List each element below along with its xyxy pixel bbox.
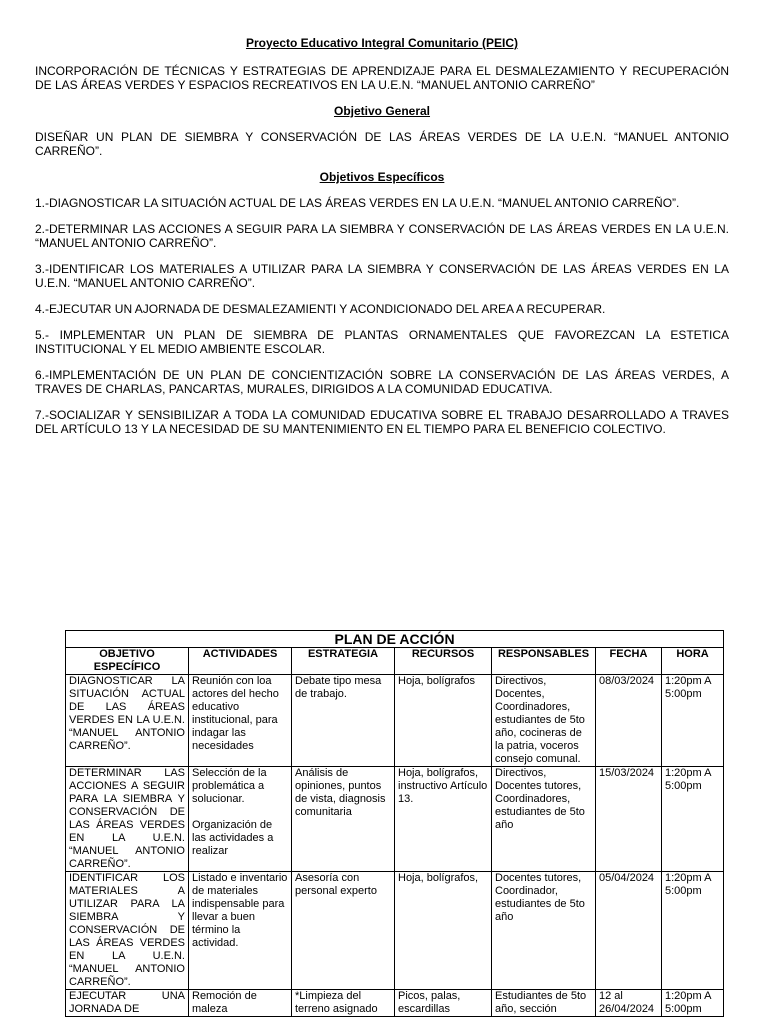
resources-cell: Hoja, bolígrafos [395,675,492,767]
intro-paragraph: INCORPORACIÓN DE TÉCNICAS Y ESTRATEGIAS DE APRENDIZAJE PARA EL DESMALEZAMIENTO Y RECUPERACIÓN DE LAS ÁREAS VERDES Y ESPACIOS RECREATIVOS EN LA U.E.N. “MANUEL ANTONIO CARREÑO” [35,64,729,92]
objective-item: 7.-SOCIALIZAR Y SENSIBILIZAR A TODA LA COMUNIDAD EDUCATIVA SOBRE EL TRABAJO DESARROLLADO A TRAVES DEL ARTÍCULO 13 Y LA NECESIDAD DE SU MANTENIMIENTO EN EL TIEMPO PARA EL BENEFICIO COLECTIVO. [35,408,729,436]
column-header: RECURSOS [395,648,492,675]
responsible-cell: Directivos, Docentes tutores, Coordinadores, estudiantes de 5to año [492,767,596,872]
time-cell: 1:20pm A 5:00pm [662,675,724,767]
objective-item: 2.-DETERMINAR LAS ACCIONES A SEGUIR PARA LA SIEMBRA Y CONSERVACIÓN DE LAS ÁREAS VERDES EN LA U.E.N. “MANUEL ANTONIO CARREÑO”. [35,222,729,250]
general-objective-heading: Objetivo General [333,104,431,118]
objective-cell: DIAGNOSTICAR LA SITUACIÓN ACTUAL DE LAS ÁREAS VERDES EN LA U.E.N. “MANUEL ANTONIO CARREÑO”. [66,675,189,767]
activity-text: Organización de las actividades a realizar [192,819,274,857]
date-cell: 08/03/2024 [596,675,662,767]
date-cell: 15/03/2024 [596,767,662,872]
strategy-cell: *Limpieza del terreno asignado [292,990,395,1017]
column-header: ACTIVIDADES [189,648,292,675]
objective-cell: EJECUTAR UNA JORNADA DE [66,990,189,1017]
objective-item: 6.-IMPLEMENTACIÓN DE UN PLAN DE CONCIENTIZACIÓN SOBRE LA CONSERVACIÓN DE LAS ÁREAS VERDES, A TRAVES DE CHARLAS, PANCARTAS, MURALES, DIRIGIDOS A LA COMUNIDAD EDUCATIVA. [35,368,729,396]
strategy-cell: Análisis de opiniones, puntos de vista, diagnosis comunitaria [292,767,395,872]
strategy-cell: Asesoría con personal experto [292,872,395,990]
activities-cell: Reunión con loa actores del hecho educativo institucional, para indagar las necesidades [189,675,292,767]
objective-item: 3.-IDENTIFICAR LOS MATERIALES A UTILIZAR PARA LA SIEMBRA Y CONSERVACIÓN DE LAS ÁREAS VERDES EN LA U.E.N. “MANUEL ANTONIO CARREÑO”. [35,262,729,290]
column-header: HORA [662,648,724,675]
activities-cell [189,767,292,872]
responsible-cell: Directivos, Docentes, Coordinadores, estudiantes de 5to año, cocineras de la patria, voceros consejo comunal. [492,675,596,767]
table-row [66,872,724,990]
date-cell: 05/04/2024 [596,872,662,990]
strategy-cell: Debate tipo mesa de trabajo. [292,675,395,767]
table-row [66,767,724,872]
objective-item: 4.-EJECUTAR UN AJORNADA DE DESMALEZAMIENTI Y ACONDICIONADO DEL AREA A RECUPERAR. [35,302,606,316]
resources-cell: Hoja, bolígrafos, instructivo Artículo 13. [395,767,492,872]
objective-cell: IDENTIFICAR LOS MATERIALES A UTILIZAR PARA LA SIEMBRA Y CONSERVACIÓN DE LAS ÁREAS VERDES EN LA U.E.N. “MANUEL ANTONIO CARREÑO”. [66,872,189,990]
objective-cell: DETERMINAR LAS ACCIONES A SEGUIR PARA LA SIEMBRA Y CONSERVACIÓN DE LAS ÁREAS VERDES EN LA U.E.N. “MANUEL ANTONIO CARREÑO”. [66,767,189,872]
table-row [66,675,724,767]
column-header: RESPONSABLES [492,648,596,675]
time-cell: 1:20pm A 5:00pm [662,872,724,990]
column-header: FECHA [596,648,662,675]
table-title-row [66,631,724,648]
document-title: Proyecto Educativo Integral Comunitario (PEIC) [245,36,519,50]
objective-item: 1.-DIAGNOSTICAR LA SITUACIÓN ACTUAL DE LAS ÁREAS VERDES EN LA U.E.N. “MANUEL ANTONIO CARREÑO”. [35,196,680,210]
table-row [66,990,724,1017]
document-top [35,36,729,436]
specific-objectives-heading: Objetivos Específicos [319,170,445,184]
resources-cell: Hoja, bolígrafos, [395,872,492,990]
time-cell: 1:20pm A 5:00pm [662,767,724,872]
activities-cell: Listado e inventario de materiales indispensable para llevar a buen término la actividad. [189,872,292,990]
objective-item: 5.- IMPLEMENTAR UN PLAN DE SIEMBRA DE PLANTAS ORNAMENTALES QUE FAVOREZCAN LA ESTETICA INSTITUCIONAL Y EL MEDIO AMBIENTE ESCOLAR. [35,328,729,356]
general-objective-text: DISEÑAR UN PLAN DE SIEMBRA Y CONSERVACIÓN DE LAS ÁREAS VERDES DE LA U.E.N. “MANUEL ANTONIO CARREÑO”. [35,130,729,158]
activities-cell: Remoción de maleza [189,990,292,1017]
date-cell: 12 al 26/04/2024 [596,990,662,1017]
responsible-cell: Docentes tutores, Coordinador, estudiantes de 5to año [492,872,596,990]
resources-cell: Picos, palas, escardillas [395,990,492,1017]
column-header: ESTRATEGIA [292,648,395,675]
time-cell: 1:20pm A 5:00pm [662,990,724,1017]
action-plan-table [65,630,724,1017]
table-header-row [66,648,724,675]
plan-title: PLAN DE ACCIÓN [66,631,724,648]
column-header: OBJETIVO ESPECÍFICO [66,648,189,675]
activity-text: Selección de la problemática a solucionar. [192,767,267,805]
responsible-cell: Estudiantes de 5to año, sección [492,990,596,1017]
